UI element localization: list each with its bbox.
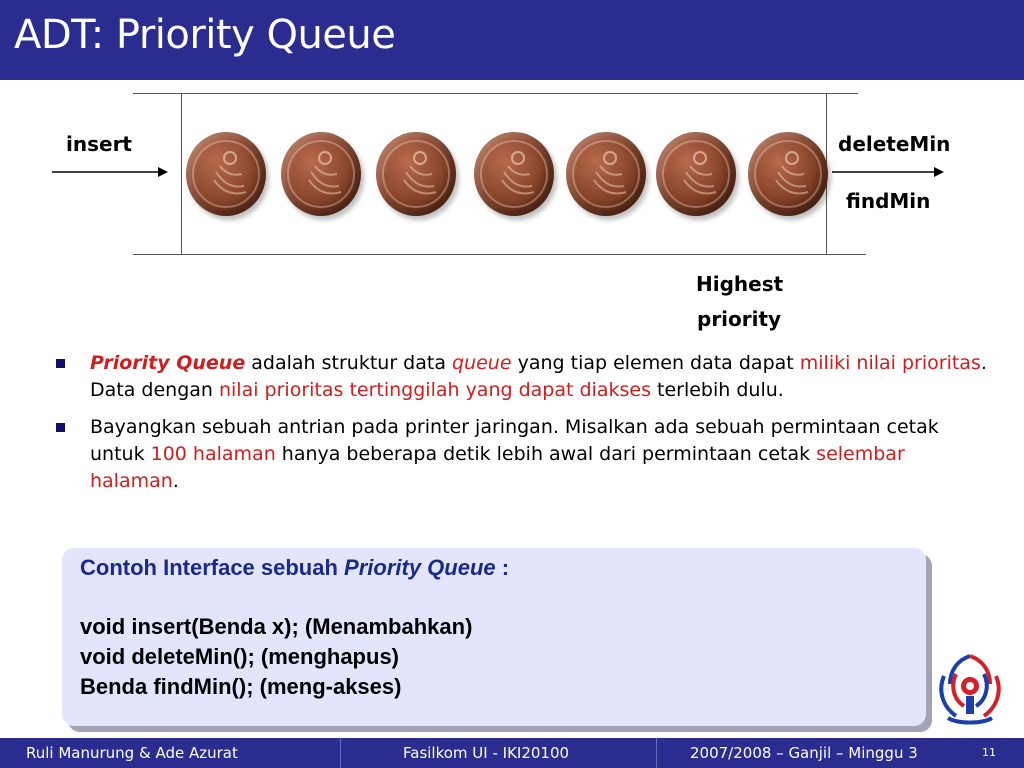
bullet-item bbox=[52, 414, 992, 495]
queue-left-wall bbox=[181, 93, 182, 254]
footer-bar bbox=[0, 738, 1024, 768]
deletemin-label: deleteMin bbox=[838, 132, 951, 156]
interface-heading-suffix: : bbox=[495, 555, 510, 580]
insert-arrow-icon bbox=[50, 166, 170, 178]
bullet-text-segment: queue bbox=[452, 352, 512, 374]
code-line-deletemin: void deleteMin(); (menghapus) bbox=[80, 644, 399, 669]
bullet-text-segment: hanya beberapa detik lebih awal dari permintaan cetak bbox=[275, 443, 817, 465]
interface-heading-italic: Priority Queue bbox=[344, 555, 496, 580]
footer-page-number: 11 bbox=[982, 746, 996, 759]
queue-top-line bbox=[133, 93, 858, 94]
code-line-findmin: Benda findMin(); (meng-akses) bbox=[80, 674, 402, 699]
bullet-text-segment: nilai prioritas tertinggilah yang dapat diakses bbox=[218, 379, 651, 401]
bullet-text-segment: . bbox=[172, 470, 179, 492]
title-bar bbox=[0, 0, 1024, 80]
findmin-label: findMin bbox=[846, 189, 931, 213]
bullet-text-segment: Bayangkan sebuah antrian pada printer jaringan. Misalkan ada sebuah permintaan cetak untuk bbox=[90, 416, 939, 465]
bullet-text-segment: 100 halaman bbox=[150, 443, 276, 465]
coin-icon bbox=[281, 132, 361, 216]
bullet-text-segment: adalah struktur data bbox=[245, 352, 453, 374]
footer-authors: Ruli Manurung & Ade Azurat bbox=[26, 744, 238, 762]
slide-title: ADT: Priority Queue bbox=[14, 12, 396, 58]
footer-divider bbox=[340, 738, 341, 768]
bullet-text-segment: Priority Queue bbox=[90, 352, 246, 374]
insert-label: insert bbox=[66, 132, 132, 156]
bullet-text-segment: selembar halaman bbox=[90, 443, 905, 492]
coin-icon bbox=[186, 132, 266, 216]
footer-divider bbox=[656, 738, 657, 768]
coin-icon bbox=[656, 132, 736, 216]
bullet-text-segment: yang tiap elemen data dapat bbox=[511, 352, 800, 374]
footer-term: 2007/2008 – Ganjil – Minggu 3 bbox=[690, 744, 918, 762]
bullet-list bbox=[52, 350, 992, 505]
coin-icon bbox=[566, 132, 646, 216]
coin-icon bbox=[474, 132, 554, 216]
bullet-text-segment: terlebih dulu. bbox=[650, 379, 784, 401]
coin-icon bbox=[376, 132, 456, 216]
deletemin-arrow-icon bbox=[830, 166, 948, 178]
bullet-text-segment: miliki nilai prioritas bbox=[799, 352, 981, 374]
interface-code bbox=[80, 612, 472, 702]
highest-priority-line1: Highest bbox=[696, 272, 784, 296]
interface-heading-prefix: Contoh Interface sebuah bbox=[80, 555, 345, 580]
interface-example-box bbox=[62, 548, 926, 726]
footer-course: Fasilkom UI - IKI20100 bbox=[403, 744, 570, 762]
university-logo-icon bbox=[928, 646, 1012, 730]
bullet-text-segment: . Data dengan bbox=[90, 352, 987, 401]
interface-heading bbox=[80, 555, 509, 581]
highest-priority-line2: priority bbox=[697, 307, 782, 331]
code-line-insert: void insert(Benda x); (Menambahkan) bbox=[80, 614, 473, 639]
coin-icon bbox=[748, 132, 828, 216]
queue-diagram bbox=[0, 80, 1024, 340]
bullet-item bbox=[52, 350, 992, 404]
square-bullet-icon bbox=[56, 423, 65, 432]
queue-bottom-line bbox=[133, 254, 866, 255]
square-bullet-icon bbox=[56, 359, 65, 368]
